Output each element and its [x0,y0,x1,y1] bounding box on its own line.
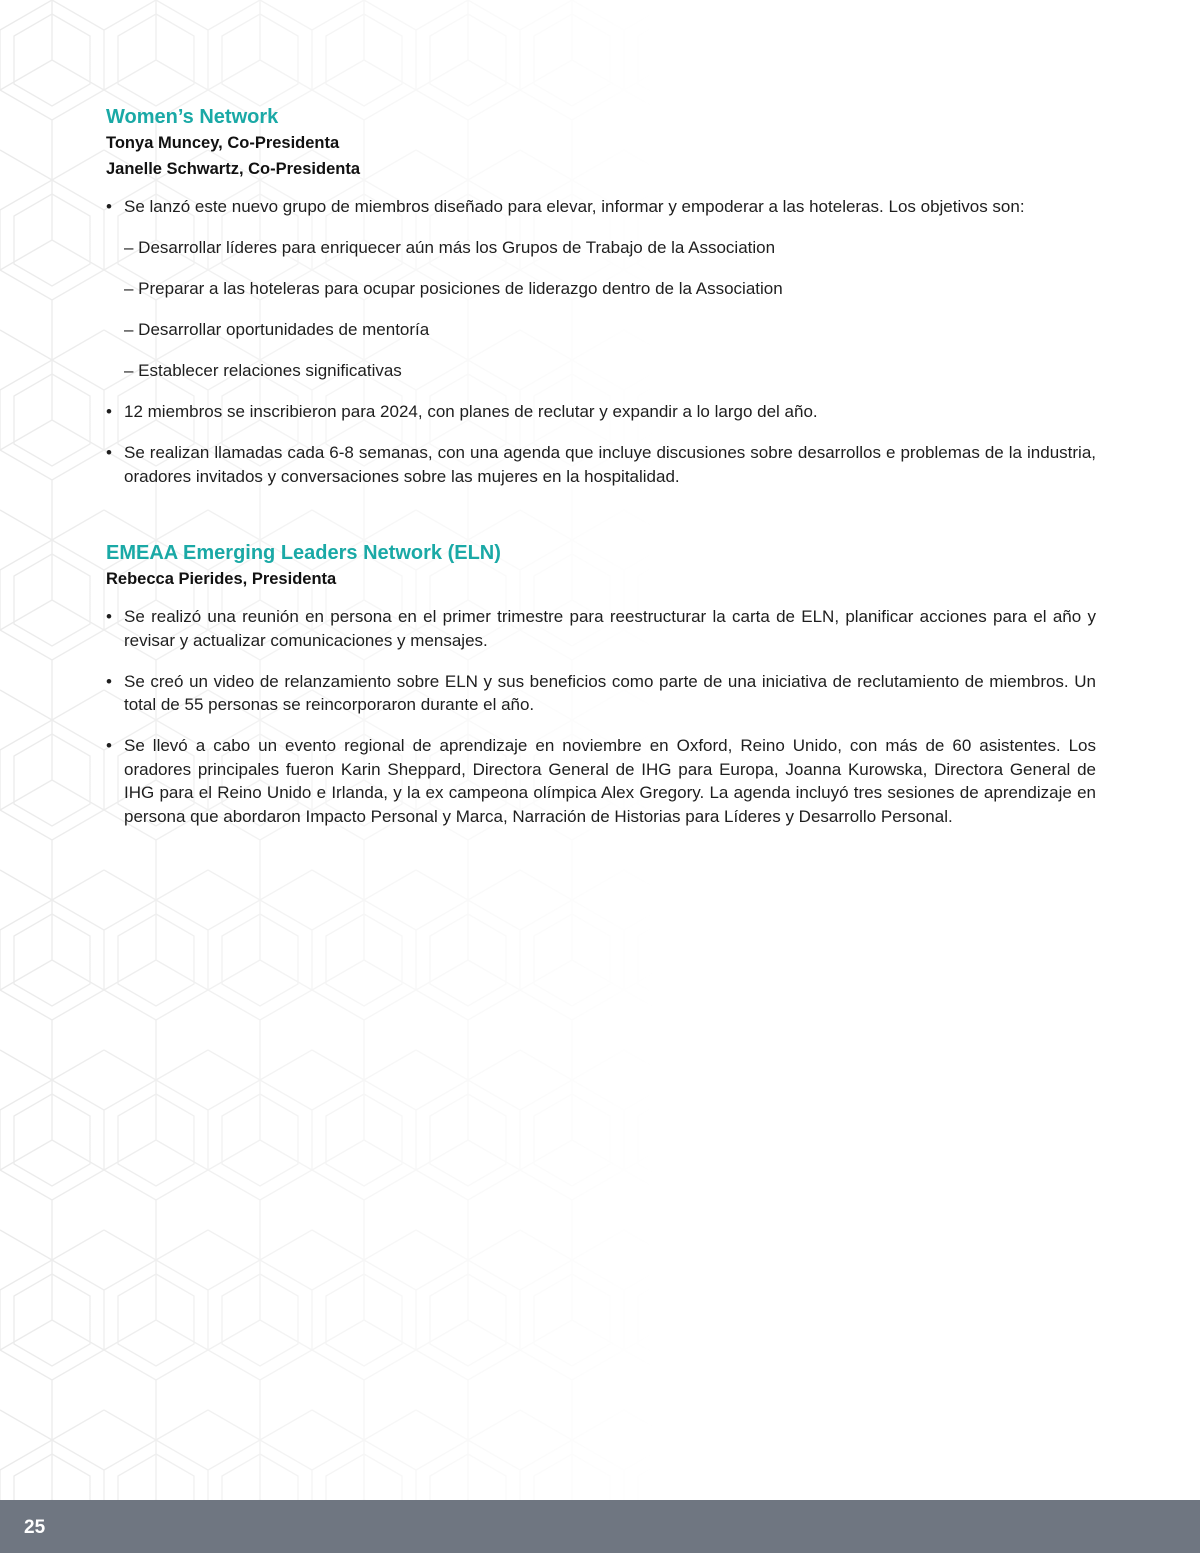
sub-item: – Preparar a las hoteleras para ocupar posiciones de liderazgo dentro de la Association [124,279,783,298]
sub-item: – Desarrollar oportunidades de mentoría [124,320,430,339]
bullet-list [106,195,1096,488]
list-item [106,605,1096,652]
people-list [106,566,1096,592]
section-title: Women’s Network [106,106,279,128]
list-item-text: Se creó un video de relanzamiento sobre ELN y sus beneficios como parte de una iniciativa de reclutamiento de miembros. Un total de 55 personas se reincorporaron durante el año. [124,671,1096,714]
bullet-icon: • [106,736,112,755]
sub-item: – Desarrollar líderes para enriquecer aún más los Grupos de Trabajo de la Association [124,238,776,257]
list-item [106,195,1096,219]
person-name: Rebecca Pierides, Presidenta [106,570,337,588]
person-name: Tonya Muncey, Co-Presidenta [106,134,340,152]
list-item [106,670,1096,717]
list-item [106,734,1096,828]
section-eln [106,540,1096,828]
bullet-icon: • [106,402,112,421]
page-number: 25 [24,1517,46,1538]
bullet-icon: • [106,607,112,626]
sub-item: – Establecer relaciones significativas [124,361,402,380]
bullet-list [106,605,1096,828]
list-item [106,400,1096,424]
list-item-text: Se lanzó este nuevo grupo de miembros diseñado para elevar, informar y empoderar a las hoteleras. Los objetivos son: [124,197,1025,216]
bullet-icon: • [106,197,112,216]
bullet-icon: • [106,443,112,462]
list-item-text: Se llevó a cabo un evento regional de aprendizaje en noviembre en Oxford, Reino Unido, con más de 60 asistentes. Los oradores principales fueron Karin Sheppard, Directora General de IHG para Europa, Joanna Kurowska, Directora General de IHG para el Reino Unido e Irlanda, y la ex campeona olímpica Alex Gregory. La agenda incluyó tres sesiones de aprendizaje en persona que abordaron Impacto Personal y Marca, Narración de Historias para Líderes y Desarrollo Personal. [124,736,1096,826]
list-item-text: 12 miembros se inscribieron para 2024, con planes de reclutar y expandir a lo largo del año. [124,402,818,421]
main-content [106,104,1096,828]
people-list [106,130,1096,182]
bullet-icon: • [106,671,112,691]
footer-bar [0,1500,1200,1553]
list-item [106,441,1096,488]
person-name: Janelle Schwartz, Co-Presidenta [106,160,361,178]
section-title: EMEAA Emerging Leaders Network (ELN) [106,542,501,564]
list-item-text: Se realizan llamadas cada 6-8 semanas, con una agenda que incluye discusiones sobre desarrollos e problemas de la industria, oradores invitados y conversaciones sobre las mujeres en la hospitalidad. [124,443,1096,486]
section-womens-network [106,104,1096,488]
sub-list [106,236,1096,383]
list-item-text: Se realizó una reunión en persona en el primer trimestre para reestructurar la carta de ELN, planificar acciones para el año y revisar y actualizar comunicaciones y mensajes. [124,607,1096,650]
